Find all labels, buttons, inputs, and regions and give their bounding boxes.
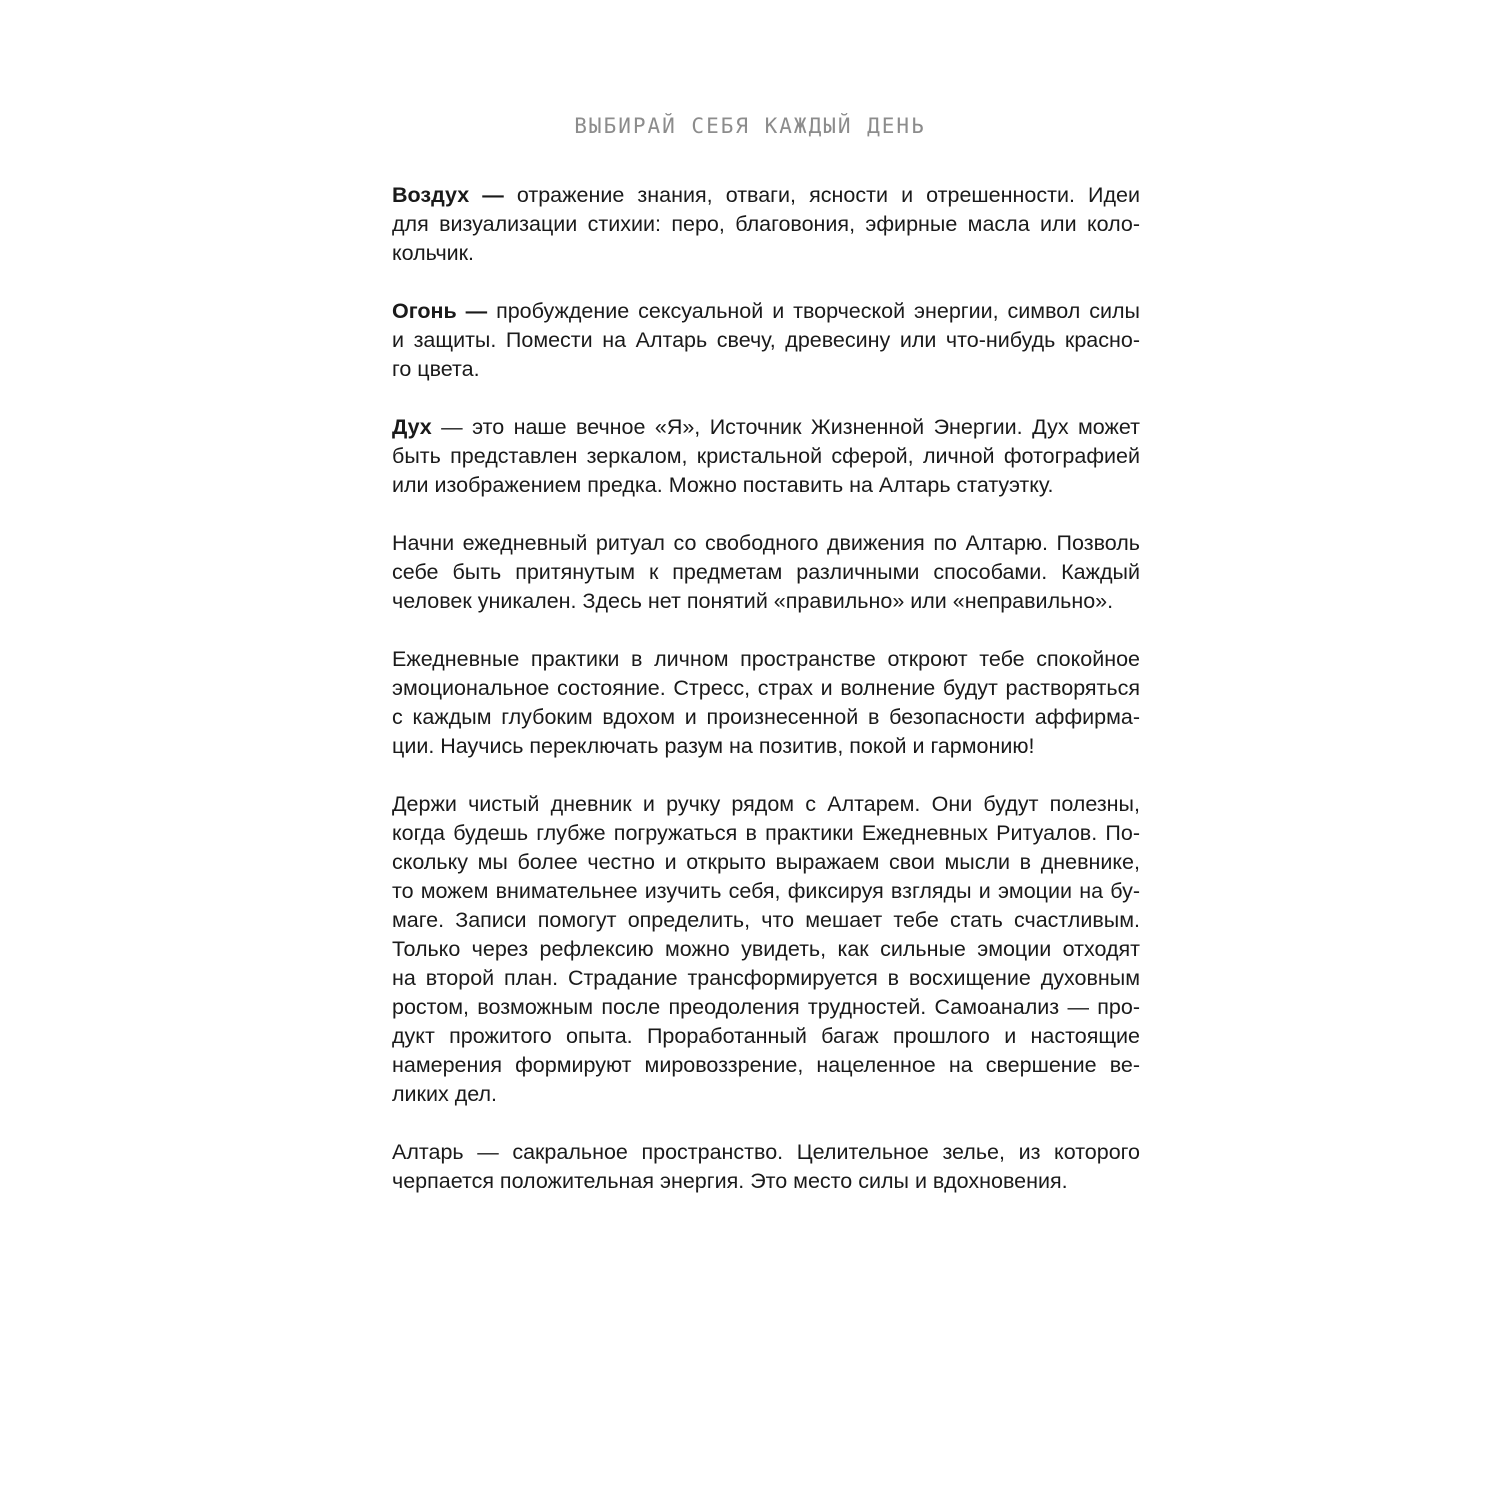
line-text: го цвета.: [392, 357, 480, 381]
line-text: эмоциональное состояние. Стресс, страх и волнение будут растворяться: [392, 676, 1140, 700]
line-text: на второй план. Страдание трансформируется в восхищение духовным: [392, 966, 1140, 990]
line-text: ликих дел.: [392, 1082, 498, 1106]
text-line: [392, 935, 1140, 964]
text-line: [392, 587, 1140, 616]
element-term: Дух: [392, 415, 432, 439]
text-line: [392, 297, 1140, 326]
line-text: черпается положительная энергия. Это место силы и вдохновения.: [392, 1169, 1068, 1193]
line-text: Ежедневные практики в личном пространстве откроют тебе спокойное: [392, 647, 1140, 671]
line-text: или изображением предка. Можно поставить на Алтарь статуэтку.: [392, 473, 1054, 497]
text-line: [392, 819, 1140, 848]
text-line: [392, 964, 1140, 993]
line-text: пробуждение сексуальной и творческой энергии, символ силы: [487, 299, 1140, 323]
line-text: и защиты. Помести на Алтарь свечу, древесину или что-нибудь красно-: [392, 328, 1140, 352]
paragraph: [392, 529, 1140, 616]
line-text: дукт прожитого опыта. Проработанный багаж прошлого и настоящие: [392, 1024, 1140, 1048]
text-line: [392, 1167, 1140, 1196]
text-line: [392, 239, 1140, 268]
body-text: [392, 181, 1140, 1225]
text-line: [392, 181, 1140, 210]
element-term: Воздух —: [392, 183, 504, 207]
element-term: Огонь —: [392, 299, 488, 323]
running-head: ВЫБИРАЙ СЕБЯ КАЖДЫЙ ДЕНЬ: [574, 114, 926, 138]
text-line: [392, 703, 1140, 732]
text-line: [392, 355, 1140, 384]
line-text: для визуализации стихии: перо, благовония, эфирные масла или коло-: [392, 212, 1140, 236]
line-text: Начни ежедневный ритуал со свободного движения по Алтарю. Позволь: [392, 531, 1140, 555]
text-line: [392, 326, 1140, 355]
text-line: [392, 645, 1140, 674]
text-line: [392, 413, 1140, 442]
line-text: намерения формируют мировоззрение, нацеленное на свершение ве-: [392, 1053, 1140, 1077]
text-line: [392, 1138, 1140, 1167]
text-line: [392, 529, 1140, 558]
line-text: ции. Научись переключать разум на позитив, покой и гармонию!: [392, 734, 1035, 758]
text-line: [392, 674, 1140, 703]
line-text: — это наше вечное «Я», Источник Жизненной Энергии. Дух может: [431, 415, 1140, 439]
line-text: ростом, возможным после преодоления трудностей. Самоанализ — про-: [392, 995, 1140, 1019]
text-line: [392, 906, 1140, 935]
text-line: [392, 1022, 1140, 1051]
line-text: скольку мы более честно и открыто выражаем свои мысли в дневнике,: [392, 850, 1140, 874]
text-line: [392, 471, 1140, 500]
line-text: Только через рефлексию можно увидеть, как сильные эмоции отходят: [392, 937, 1140, 961]
text-line: [392, 993, 1140, 1022]
text-line: [392, 732, 1140, 761]
text-line: [392, 210, 1140, 239]
line-text: человек уникален. Здесь нет понятий «правильно» или «неправильно».: [392, 589, 1114, 613]
line-text: кольчик.: [392, 241, 475, 265]
paragraph: [392, 645, 1140, 761]
line-text: отражение знания, отваги, ясности и отрешенности. Идеи: [503, 183, 1140, 207]
paragraph: [392, 1138, 1140, 1196]
paragraph: [392, 181, 1140, 268]
line-text: когда будешь глубже погружаться в практики Ежедневных Ритуалов. По-: [392, 821, 1140, 845]
line-text: Алтарь — сакральное пространство. Целительное зелье, из которого: [392, 1140, 1140, 1164]
text-line: [392, 790, 1140, 819]
paragraph: [392, 790, 1140, 1109]
line-text: маге. Записи помогут определить, что мешает тебе стать счастливым.: [392, 908, 1140, 932]
line-text: то можем внимательнее изучить себя, фиксируя взгляды и эмоции на бу-: [392, 879, 1140, 903]
line-text: Держи чистый дневник и ручку рядом с Алтарем. Они будут полезны,: [392, 792, 1140, 816]
text-line: [392, 558, 1140, 587]
text-line: [392, 442, 1140, 471]
paragraph: [392, 413, 1140, 500]
text-line: [392, 1051, 1140, 1080]
line-text: себе быть притянутым к предметам различными способами. Каждый: [392, 560, 1140, 584]
line-text: с каждым глубоким вдохом и произнесенной в безопасности аффирма-: [392, 705, 1140, 729]
text-line: [392, 848, 1140, 877]
paragraph: [392, 297, 1140, 384]
line-text: быть представлен зеркалом, кристальной сферой, личной фотографией: [392, 444, 1140, 468]
text-line: [392, 877, 1140, 906]
text-line: [392, 1080, 1140, 1109]
